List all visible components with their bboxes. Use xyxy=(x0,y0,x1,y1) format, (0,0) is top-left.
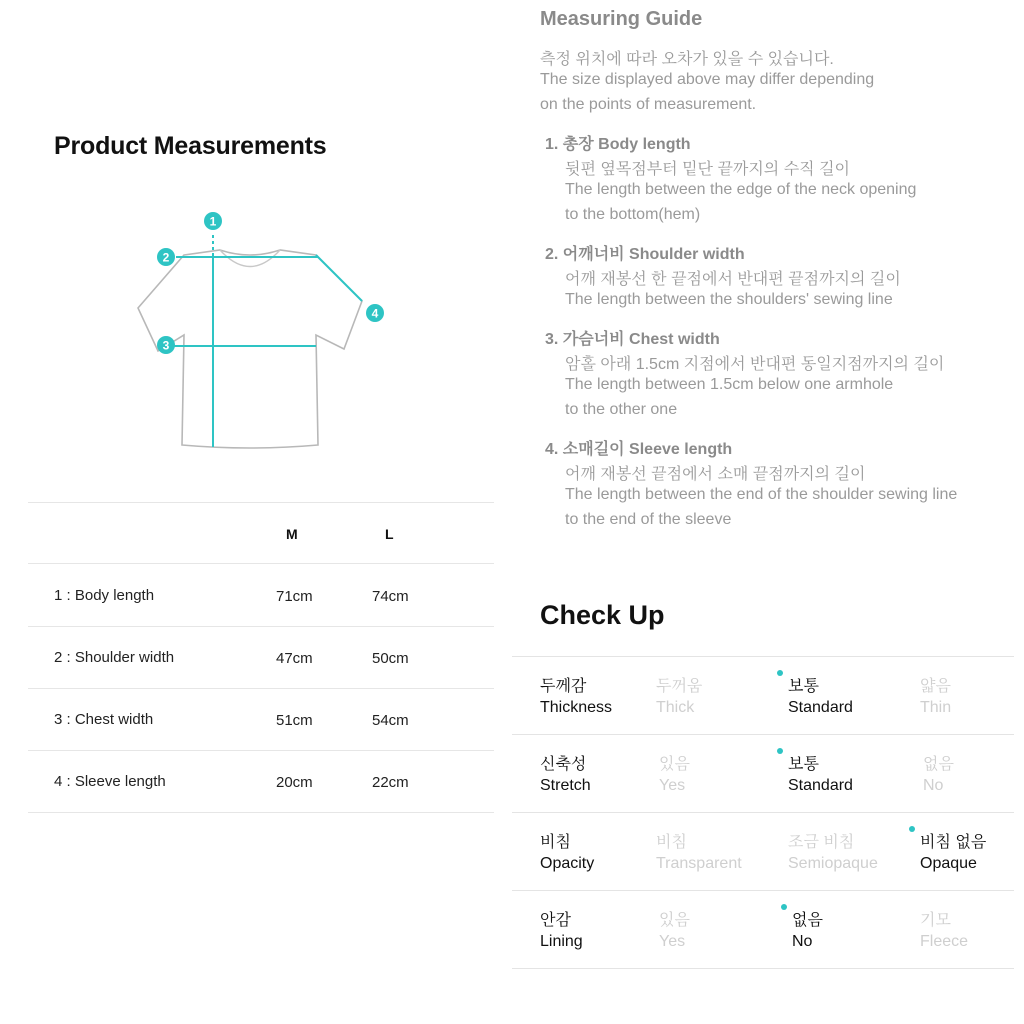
check-option: 있음 xyxy=(659,912,690,929)
table-cell: 50cm xyxy=(372,650,409,667)
selected-indicator-dot xyxy=(781,904,787,910)
table-cell: 71cm xyxy=(276,588,313,605)
check-option: Yes xyxy=(659,933,686,950)
column-header-m: M xyxy=(286,526,298,542)
table-cell: 54cm xyxy=(372,712,409,729)
guide-item-line: to the bottom(hem) xyxy=(565,206,701,223)
guide-item-line: 어깨 재봉선 한 끝점에서 반대편 끝점까지의 길이 xyxy=(565,271,901,288)
check-option-selected: 없음 xyxy=(792,912,823,929)
check-row-label-en: Lining xyxy=(540,933,583,950)
guide-item-heading: 4. 소매길이 Sleeve length xyxy=(545,441,733,458)
tshirt-measurement-diagram xyxy=(130,205,390,455)
check-up-divider xyxy=(512,968,1014,969)
check-row-label-en: Stretch xyxy=(540,777,591,794)
check-option-selected: 보통 xyxy=(788,678,819,695)
check-row-label-ko: 두께감 xyxy=(540,678,587,695)
table-divider xyxy=(28,626,494,627)
table-row-label: 2 : Shoulder width xyxy=(54,649,175,666)
check-option: Transparent xyxy=(656,855,742,872)
check-row-label-ko: 비침 xyxy=(540,834,571,851)
guide-item-line: to the end of the sleeve xyxy=(565,511,732,528)
table-row-label: 3 : Chest width xyxy=(54,711,154,728)
table-divider xyxy=(28,688,494,689)
check-option-selected: Standard xyxy=(788,699,853,716)
table-divider xyxy=(28,750,494,751)
check-option: Thick xyxy=(656,699,695,716)
check-row-label-ko: 신축성 xyxy=(540,756,587,773)
check-option: No xyxy=(923,777,944,794)
check-option-selected: 비침 없음 xyxy=(920,834,987,851)
guide-item-heading: 1. 총장 Body length xyxy=(545,136,691,153)
sleeve-length-line xyxy=(316,255,362,301)
check-up-divider xyxy=(512,812,1014,813)
table-cell: 22cm xyxy=(372,774,409,791)
check-option-selected: No xyxy=(792,933,813,950)
measuring-guide-title: Measuring Guide xyxy=(540,8,703,30)
marker-2-label: 2 xyxy=(162,250,170,265)
guide-item-line: 암홀 아래 1.5cm 지점에서 반대편 동일지점까지의 길이 xyxy=(565,356,945,373)
selected-indicator-dot xyxy=(777,748,783,754)
guide-item-line: The length between the edge of the neck opening xyxy=(565,181,917,198)
check-up-divider xyxy=(512,890,1014,891)
selected-indicator-dot xyxy=(777,670,783,676)
check-option: 있음 xyxy=(659,756,690,773)
table-row-label: 4 : Sleeve length xyxy=(54,773,166,790)
check-option: Yes xyxy=(659,777,686,794)
table-divider xyxy=(28,563,494,564)
check-row-label-en: Opacity xyxy=(540,855,595,872)
table-divider xyxy=(28,502,494,503)
check-option: Semiopaque xyxy=(788,855,878,872)
check-option: 조금 비침 xyxy=(788,834,855,851)
check-option-selected: 보통 xyxy=(788,756,819,773)
check-option: 없음 xyxy=(923,756,954,773)
check-row-label-en: Thickness xyxy=(540,699,613,716)
check-up-divider xyxy=(512,734,1014,735)
check-option: 얇음 xyxy=(920,678,951,695)
check-option: 비침 xyxy=(656,834,687,851)
guide-item-heading: 2. 어깨너비 Shoulder width xyxy=(545,246,745,263)
column-header-l: L xyxy=(385,526,394,542)
check-up-divider xyxy=(512,656,1014,657)
selected-indicator-dot xyxy=(909,826,915,832)
marker-4-label: 4 xyxy=(371,306,379,321)
guide-item-line: The length between the shoulders' sewing line xyxy=(565,291,893,308)
check-option-selected: Opaque xyxy=(920,855,977,872)
table-cell: 20cm xyxy=(276,774,313,791)
guide-intro-line: The size displayed above may differ depending xyxy=(540,71,875,88)
guide-item-line: The length between the end of the shoulder sewing line xyxy=(565,486,958,503)
marker-1-label: 1 xyxy=(209,214,217,229)
check-option-selected: Standard xyxy=(788,777,853,794)
table-cell: 47cm xyxy=(276,650,313,667)
table-cell: 51cm xyxy=(276,712,313,729)
product-measurements-title: Product Measurements xyxy=(54,132,327,160)
table-cell: 74cm xyxy=(372,588,409,605)
check-up-title: Check Up xyxy=(540,600,665,630)
guide-item-line: to the other one xyxy=(565,401,678,418)
check-option: Thin xyxy=(920,699,952,716)
guide-item-line: 뒷편 옆목점부터 밑단 끝까지의 수직 길이 xyxy=(565,161,850,178)
guide-intro-line: 측정 위치에 따라 오차가 있을 수 있습니다. xyxy=(540,51,834,68)
table-divider xyxy=(28,812,494,813)
check-option: Fleece xyxy=(920,933,969,950)
marker-3-label: 3 xyxy=(162,338,170,353)
check-row-label-ko: 안감 xyxy=(540,912,571,929)
check-option: 기모 xyxy=(920,912,951,929)
guide-intro-line: on the points of measurement. xyxy=(540,96,757,113)
guide-item-heading: 3. 가슴너비 Chest width xyxy=(545,331,720,348)
table-row-label: 1 : Body length xyxy=(54,587,155,604)
guide-item-line: The length between 1.5cm below one armhole xyxy=(565,376,894,393)
check-option: 두꺼움 xyxy=(656,678,703,695)
guide-item-line: 어깨 재봉선 끝점에서 소매 끝점까지의 길이 xyxy=(565,466,866,483)
